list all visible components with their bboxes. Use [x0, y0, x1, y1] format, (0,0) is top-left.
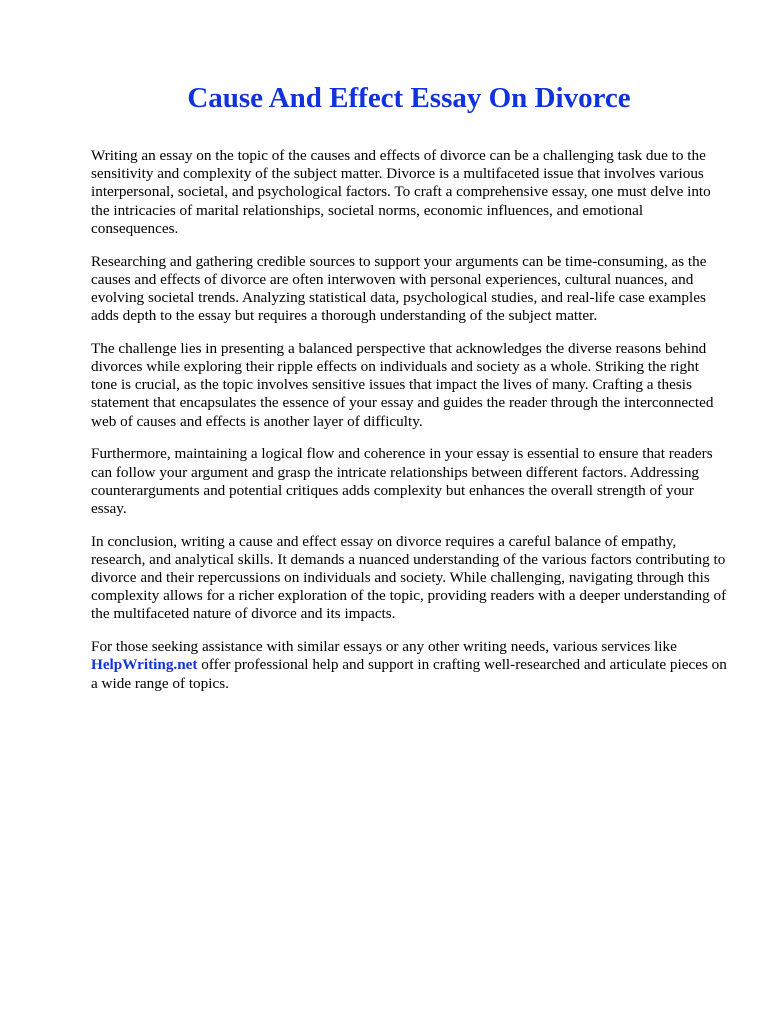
document-title: Cause And Effect Essay On Divorce — [187, 82, 631, 114]
paragraph-1: Writing an essay on the topic of the causes and effects of divorce can be a challenging task due to the sensitivity and complexity of the subject matter. Divorce is a multifaceted issue that involves various interpersonal, societal, and psychological factors. To craft a comprehensive essay, one must delve into the intricacies of marital relationships, societal norms, economic influences, and emotional consequences. — [91, 147, 711, 237]
paragraph-2: Researching and gathering credible sources to support your arguments can be time-consuming, as the causes and effects of divorce are often interwoven with personal experiences, cultural nuances, and evolving societal trends. Analyzing statistical data, psychological studies, and real-life case examples adds depth to the essay but requires a thorough understanding of the subject matter. — [91, 252, 707, 325]
helpwriting-link[interactable]: HelpWriting.net — [91, 656, 198, 674]
closing-text-after-link: offer professional help and support in crafting well-researched and articulate pieces on a wide range of topics. — [91, 656, 727, 692]
paragraph-5: In conclusion, writing a cause and effect essay on divorce requires a careful balance of empathy, research, and analytical skills. It demands a nuanced understanding of the various factors contributing to divorce and their repercussions on individuals and society. While challenging, navigating through this complexity allows for a richer exploration of the topic, providing readers with a deeper understanding of the multifaceted nature of divorce and its impacts. — [91, 532, 727, 623]
paragraph-4: Furthermore, maintaining a logical flow and coherence in your essay is essential to ensure that readers can follow your argument and grasp the intricate relationships between different factors. Addressing counterarguments and potential critiques adds complexity but enhances the overall strength of your essay. — [91, 445, 713, 517]
paragraph-3: The challenge lies in presenting a balanced perspective that acknowledges the diverse reasons behind divorces while exploring their ripple effects on individuals and society as a whole. Striking the right tone is crucial, as the topic involves sensitive issues that impact the lives of many. Crafting a thesis statement that encapsulates the essence of your essay and guides the reader through the interconnected web of causes and effects is another layer of difficulty. — [91, 339, 714, 430]
closing-text-before-link: For those seeking assistance with similar essays or any other writing needs, various services like — [91, 638, 677, 656]
document-body — [91, 147, 727, 707]
closing-paragraph — [91, 638, 727, 693]
